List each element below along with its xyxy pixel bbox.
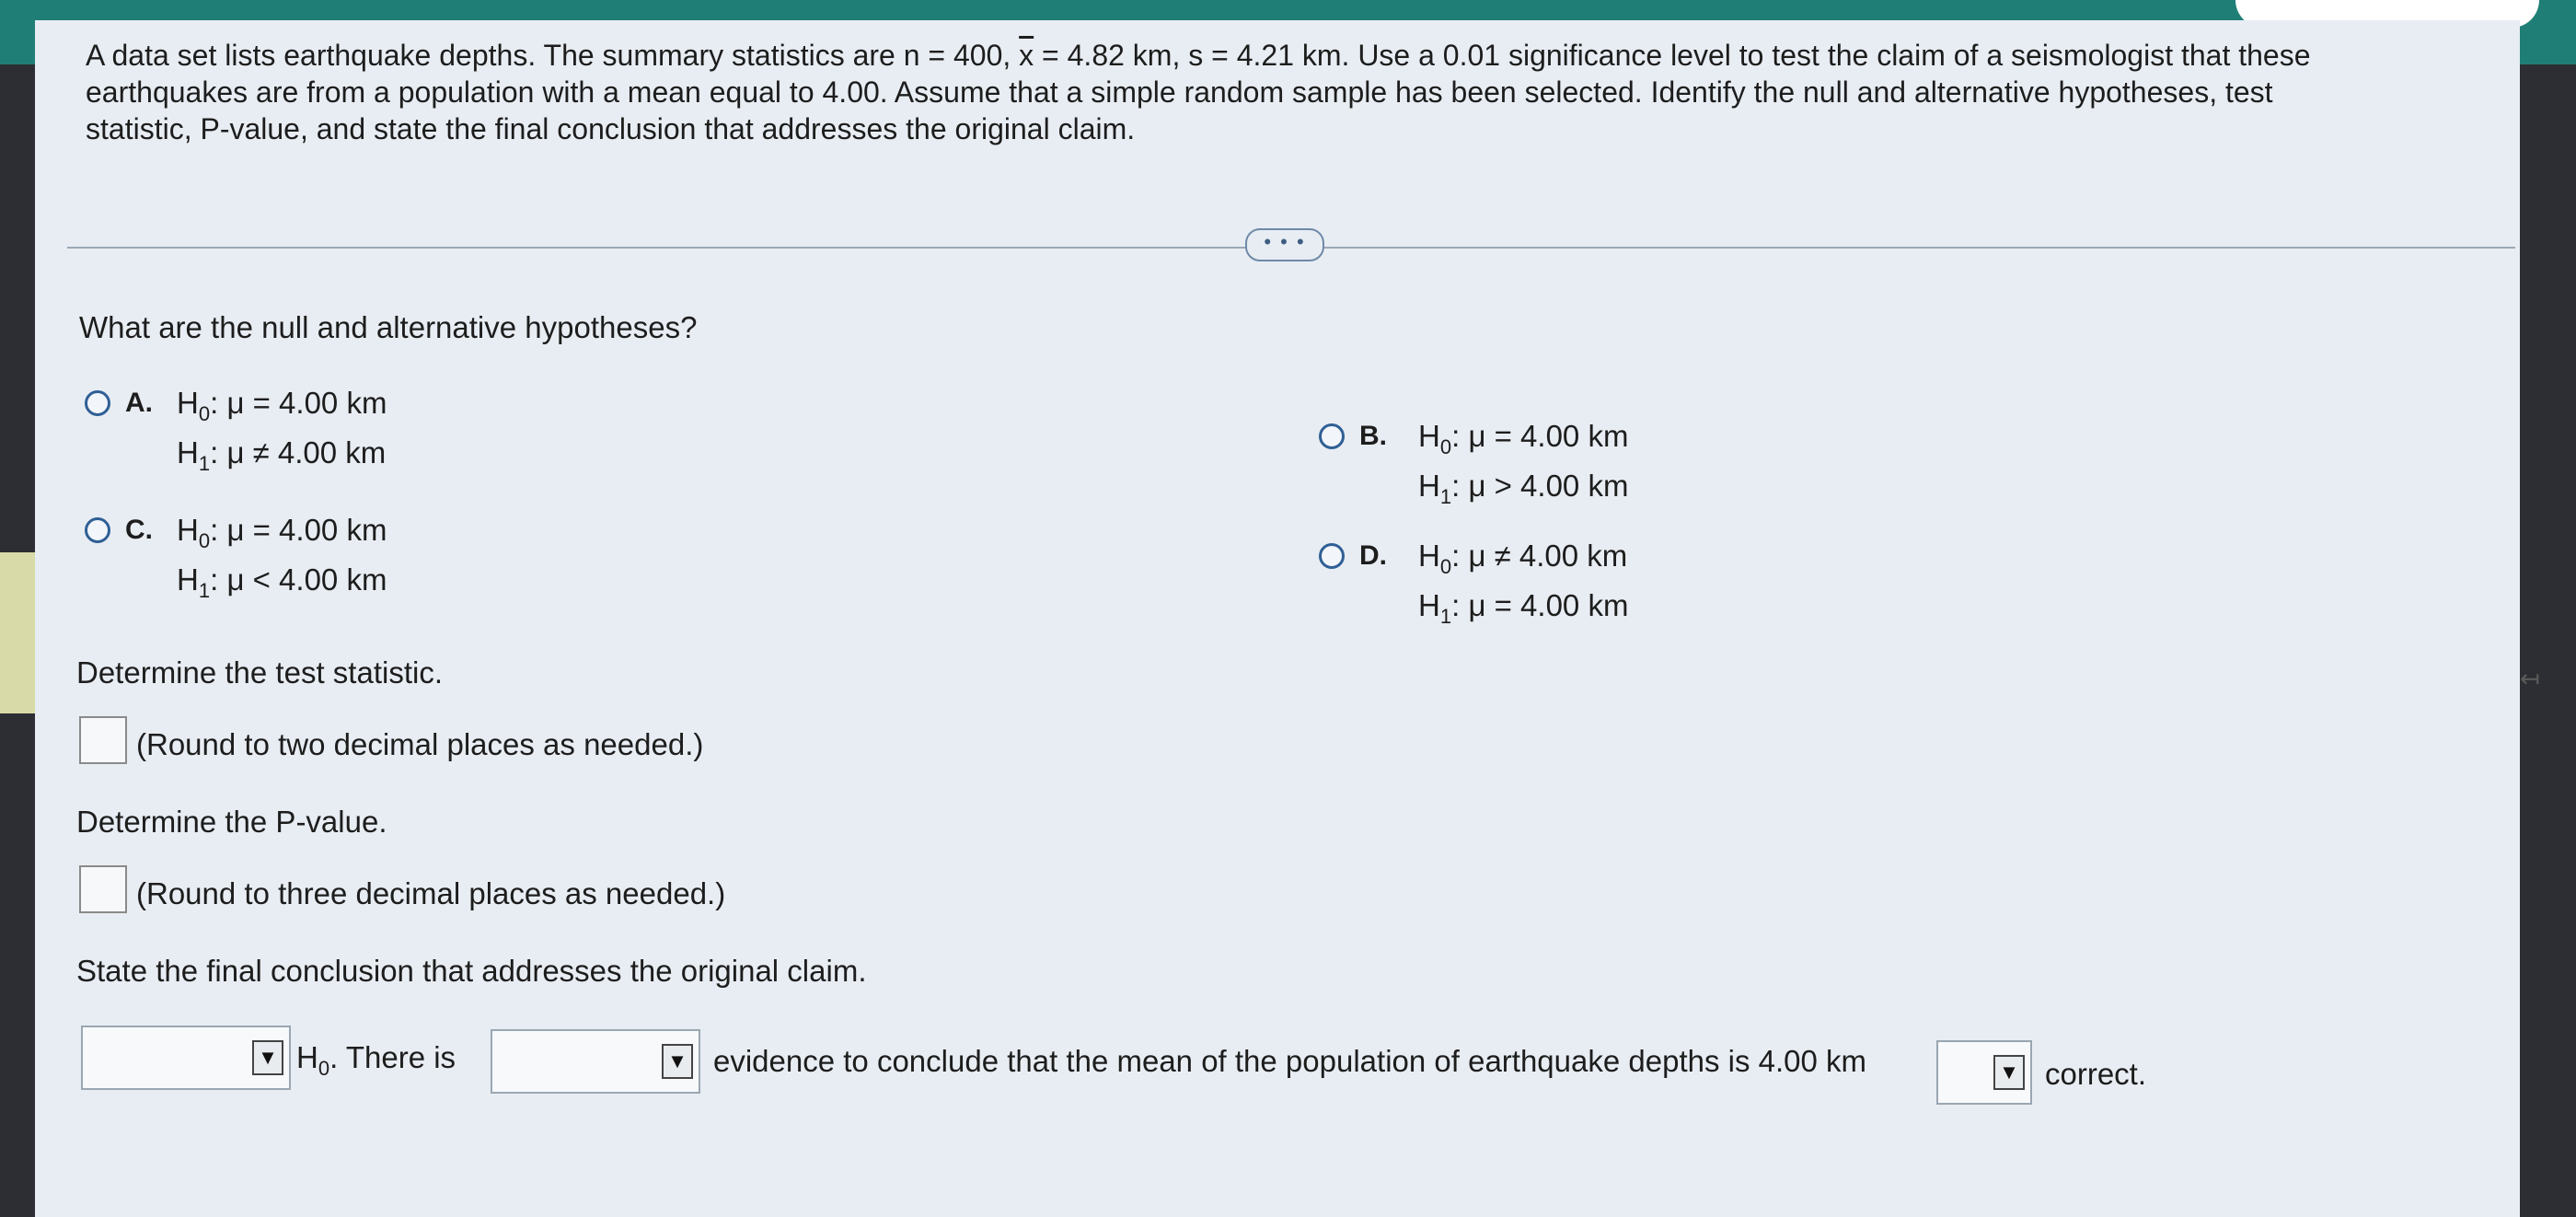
question-line-3: statistic, P-value, and state the final conclusion that addresses the original claim. (86, 112, 1136, 145)
left-accent-strip (0, 552, 35, 713)
chevron-down-icon[interactable]: ▼ (1993, 1055, 2025, 1090)
h0-label: H (177, 386, 199, 420)
more-button[interactable]: • • • (1245, 228, 1324, 261)
h0-subscript: 0 (1439, 435, 1452, 458)
option-c-letter: C. (125, 515, 153, 545)
question-text (86, 37, 2552, 147)
option-b-h0-relation: μ = 4.00 km (1468, 419, 1629, 453)
question-line-1-suffix: = 4.82 km, s = 4.21 km. Use a 0.01 significance level to test the claim of a seismologist that these (1034, 39, 2311, 72)
chevron-down-icon[interactable]: ▼ (662, 1044, 693, 1079)
option-c-h0-relation: μ = 4.00 km (226, 513, 387, 547)
p-value-prompt: Determine the P-value. (76, 805, 387, 839)
option-a-h0-relation: μ = 4.00 km (226, 386, 387, 420)
chevron-down-icon[interactable]: ▼ (252, 1040, 283, 1075)
h1-label: H (1418, 469, 1440, 503)
conclusion-text-3: correct. (2045, 1057, 2147, 1091)
h0-label: H (1418, 419, 1440, 453)
scroll-arrow-icon[interactable]: ↤ (2520, 665, 2540, 692)
h0-label: H (296, 1040, 318, 1074)
question-line-1 (86, 37, 2552, 74)
option-d-h1-relation: μ = 4.00 km (1468, 588, 1629, 622)
conclusion-text-2: evidence to conclude that the mean of the population of earthquake depths is 4.00 km (713, 1044, 1867, 1078)
conclusion-reject-select[interactable] (81, 1026, 291, 1090)
test-statistic-input[interactable] (79, 716, 127, 764)
h1-label: H (177, 435, 199, 469)
option-b-letter: B. (1359, 421, 1387, 451)
h1-label: H (177, 562, 199, 597)
question-page (35, 20, 2520, 1217)
h1-label: H (1418, 588, 1440, 622)
option-d-h0-relation: μ ≠ 4.00 km (1468, 539, 1628, 573)
h0-subscript: 0 (198, 402, 211, 425)
question-line-1-prefix: A data set lists earthquake depths. The summary statistics are n = 400, (86, 39, 1020, 72)
option-a-radio[interactable] (85, 390, 110, 416)
option-a-h0: $H_0$: μ = 4.00 km (177, 386, 387, 425)
p-value-note: (Round to three decimal places as needed.) (136, 876, 726, 910)
conclusion-correct-select[interactable] (1936, 1040, 2032, 1105)
test-statistic-prompt: Determine the test statistic. (76, 655, 443, 690)
hypotheses-prompt: What are the null and alternative hypotheses? (79, 310, 698, 344)
h1-subscript: 1 (198, 579, 211, 602)
option-c-h1: $H_1$: μ < 4.00 km (177, 562, 387, 602)
h0-label: H (177, 513, 199, 547)
h1-subscript: 1 (198, 452, 211, 475)
option-d-h0: $H_0$: μ ≠ 4.00 km (1418, 539, 1628, 578)
option-a-letter: A. (125, 388, 153, 418)
test-statistic-note: (Round to two decimal places as needed.) (136, 727, 704, 761)
h0-label: H (1418, 539, 1440, 573)
x-bar-symbol: $\overline{x}$ (1019, 39, 1034, 72)
h1-subscript: 1 (1439, 605, 1452, 628)
conclusion-evidence-select[interactable] (491, 1029, 700, 1094)
option-d-letter: D. (1359, 540, 1387, 571)
h0-subscript: 0 (1439, 555, 1452, 578)
h0-subscript: 0 (318, 1057, 330, 1080)
p-value-input[interactable] (79, 865, 127, 913)
option-d-h1: $H_1$: μ = 4.00 km (1418, 588, 1629, 628)
conclusion-there-is: . There is (329, 1040, 456, 1074)
option-d-radio[interactable] (1319, 543, 1345, 569)
option-b-radio[interactable] (1319, 423, 1345, 449)
option-a-h1-relation: μ ≠ 4.00 km (226, 435, 387, 469)
question-line-2: earthquakes are from a population with a mean equal to 4.00. Assume that a simple random sample has been selected. Identify the null and alternative hypotheses, test (86, 75, 2273, 109)
option-c-radio[interactable] (85, 517, 110, 543)
option-b-h1: $H_1$: μ > 4.00 km (1418, 469, 1629, 508)
h0-subscript: 0 (198, 529, 211, 552)
conclusion-prompt: State the final conclusion that addresses the original claim. (76, 954, 867, 988)
option-c-h1-relation: μ < 4.00 km (226, 562, 387, 597)
option-b-h0: $H_0$: μ = 4.00 km (1418, 419, 1629, 458)
option-b-h1-relation: μ > 4.00 km (1468, 469, 1629, 503)
h1-subscript: 1 (1439, 485, 1452, 508)
option-a-h1: $H_1$: μ ≠ 4.00 km (177, 435, 387, 475)
conclusion-text-1 (296, 1040, 456, 1081)
option-c-h0: $H_0$: μ = 4.00 km (177, 513, 387, 552)
